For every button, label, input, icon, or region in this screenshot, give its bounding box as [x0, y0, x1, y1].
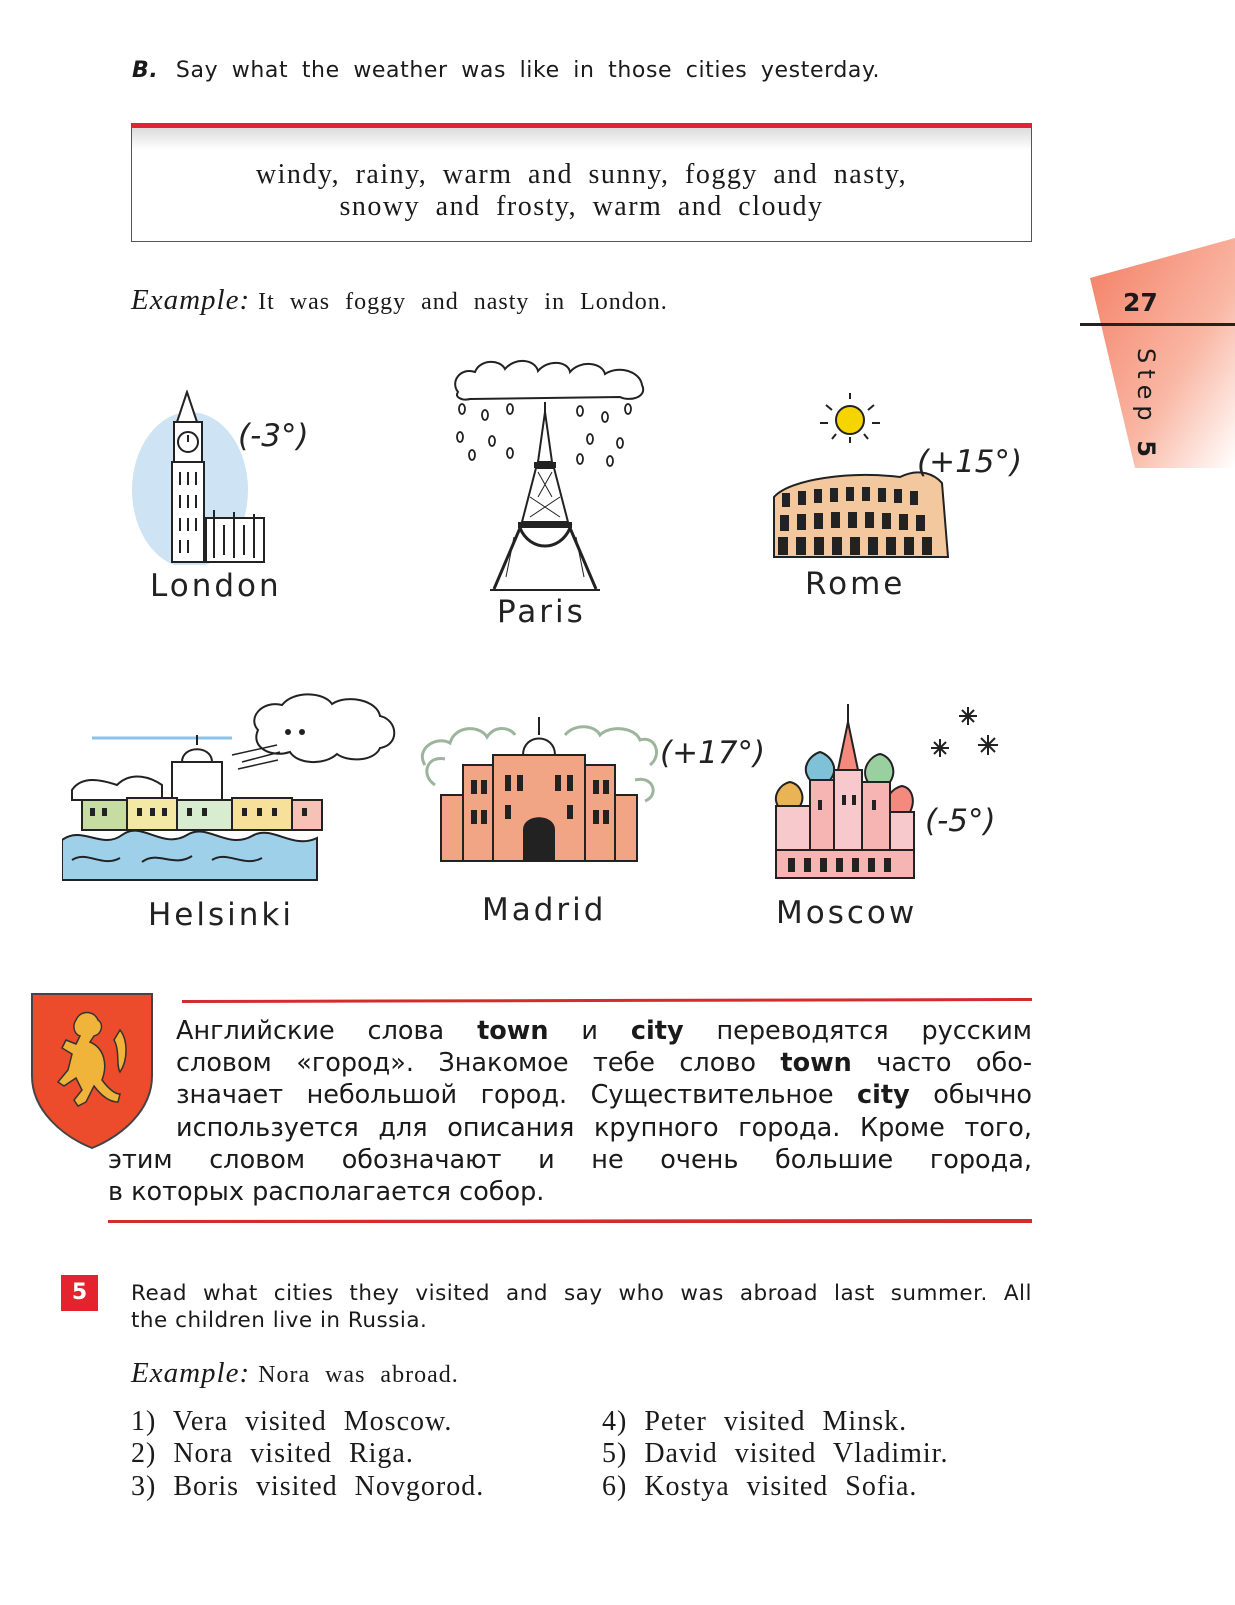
list-item: 3) Boris visited Novgorod. — [131, 1471, 485, 1502]
note-bottom-rule — [108, 1217, 1032, 1225]
example-label: Example: — [131, 284, 251, 316]
note-keyword-town: town — [477, 1016, 549, 1046]
city-label-madrid: Madrid — [482, 892, 607, 928]
note-line-4: используется для описания крупного города. Кроме того, — [176, 1113, 1032, 1143]
london-big-ben-illustration — [130, 390, 270, 565]
moscow-st-basils-illustration — [768, 700, 918, 885]
list-item: 6) Kostya visited Sofia. — [602, 1471, 918, 1502]
note-text: Английские слова — [176, 1016, 445, 1046]
example-label: Example: — [131, 1357, 251, 1389]
note-text: значает небольшой город. Существительное — [176, 1080, 834, 1110]
note-line-3 — [176, 1079, 1032, 1111]
city-label-london: London — [150, 568, 282, 604]
list-item: 1) Vera visited Moscow. — [131, 1406, 453, 1437]
exercise-5-instruction-line-2: the children live in Russia. — [131, 1308, 428, 1333]
task-b-instruction — [132, 58, 880, 83]
city-label-moscow: Moscow — [776, 895, 918, 931]
weather-words-line-2: snowy and frosty, warm and cloudy — [339, 191, 824, 222]
weather-words-line-1: windy, rainy, warm and sunny, foggy and nasty, — [255, 159, 908, 190]
temp-rome: (+15°) — [917, 444, 1023, 480]
list-item: 4) Peter visited Minsk. — [602, 1406, 908, 1437]
note-line-1 — [176, 1015, 1032, 1047]
note-line-5: этим словом обозначают и не очень большие города, — [108, 1145, 1032, 1175]
weather-words-box — [131, 123, 1032, 242]
tab-divider — [1080, 323, 1235, 326]
city-label-paris: Paris — [497, 594, 586, 630]
note-text: обычно — [933, 1080, 1033, 1110]
step-number: 5 — [1132, 440, 1160, 457]
note-text: переводятся русским — [716, 1016, 1032, 1046]
note-line-6: в которых располагается собор. — [108, 1177, 545, 1207]
note-text: часто обо- — [876, 1048, 1033, 1078]
note-top-rule — [182, 996, 1032, 1004]
note-keyword-city: city — [630, 1016, 684, 1046]
temp-madrid: (+17°) — [660, 735, 766, 771]
page-number: 27 — [1123, 288, 1158, 317]
task-b-text: Say what the weather was like in those cities yesterday. — [175, 58, 881, 83]
snowflakes-icon — [928, 705, 1008, 765]
temp-moscow: (-5°) — [925, 803, 996, 839]
paris-eiffel-tower-illustration — [450, 357, 650, 595]
note-text: словом «город». Знакомое тебе слово — [176, 1048, 756, 1078]
exercise-5-example — [131, 1357, 459, 1390]
list-item: 2) Nora visited Riga. — [131, 1438, 414, 1469]
note-text: и — [581, 1016, 598, 1046]
example-sentence: Nora was abroad. — [258, 1362, 459, 1388]
city-label-helsinki: Helsinki — [148, 897, 294, 933]
note-keyword-city: city — [857, 1080, 910, 1110]
madrid-illustration — [415, 695, 665, 867]
exercise-5-instruction-line-1: Read what cities they visited and say who was abroad last summer. All — [131, 1281, 1032, 1306]
list-item: 5) David visited Vladimir. — [602, 1438, 949, 1469]
step-label — [1132, 348, 1160, 457]
task-b-example — [131, 284, 668, 317]
helsinki-illustration — [62, 690, 402, 890]
exercise-number-badge: 5 — [61, 1275, 98, 1311]
step-word: Step — [1132, 348, 1160, 427]
lion-shield-emblem — [28, 990, 156, 1152]
task-letter: B. — [132, 58, 159, 83]
note-line-2 — [176, 1047, 1032, 1079]
exercise-5-instruction — [131, 1280, 1032, 1334]
example-sentence: It was foggy and nasty in London. — [258, 289, 668, 315]
temp-london: (-3°) — [238, 418, 309, 454]
note-keyword-town: town — [780, 1048, 852, 1078]
city-label-rome: Rome — [805, 566, 906, 602]
